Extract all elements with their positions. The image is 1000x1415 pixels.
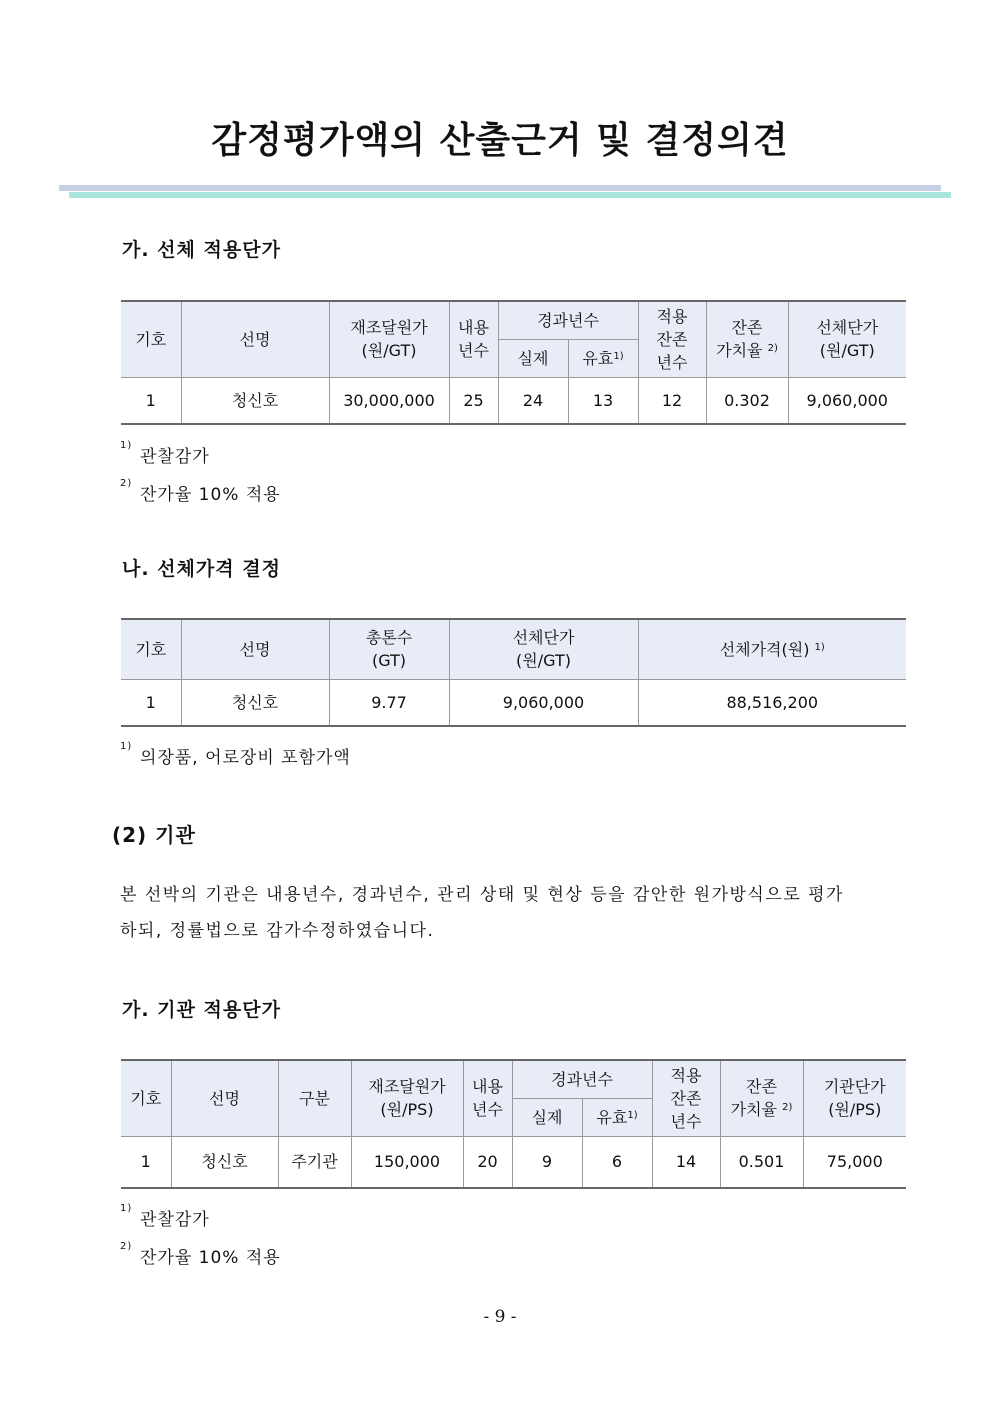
header-ship-name: 선명 xyxy=(171,1060,278,1136)
section-hull-unit-price-heading: 가. 선체 적용단가 xyxy=(122,239,281,261)
cell-ship-name: 청신호 xyxy=(181,377,329,424)
header-hull-unit-price: 선체단가 (원/GT) xyxy=(449,619,638,679)
header-residual-rate: 잔존 가치율 $^{2)}$ xyxy=(706,301,788,377)
cell-no: 1 xyxy=(121,377,181,424)
cell-useful-life: 20 xyxy=(463,1136,512,1188)
header-hull-unit-price: 선체단가 (원/GT) xyxy=(788,301,906,377)
header-no: 기호 xyxy=(121,301,181,377)
title-underline-band xyxy=(59,185,941,191)
header-remaining-years: 적용 잔존 년수 xyxy=(652,1060,720,1136)
cell-category: 주기관 xyxy=(278,1136,351,1188)
cell-ship-name: 청신호 xyxy=(171,1136,278,1188)
cell-hull-price: 88,516,200 xyxy=(638,679,906,726)
footnote-1: $^{1)}$관찰감가 xyxy=(120,440,210,467)
footnote-2: $^{2)}$잔가율 10% 적용 xyxy=(120,1241,281,1268)
header-ship-name: 선명 xyxy=(181,619,329,679)
header-hull-price: 선체가격(원) $^{1)}$ xyxy=(638,619,906,679)
section-engine-heading: (2) 기관 xyxy=(112,823,196,847)
footnote-1: $^{1)}$의장품, 어로장비 포함가액 xyxy=(120,741,351,768)
footnote-1: $^{1)}$관찰감가 xyxy=(120,1203,210,1230)
header-gross-tonnage: 총톤수 (GT) xyxy=(329,619,449,679)
cell-engine-unit-price: 75,000 xyxy=(803,1136,906,1188)
cell-hull-unit-price: 9,060,000 xyxy=(788,377,906,424)
hull-price-table xyxy=(121,618,906,727)
section-engine-unit-price-heading: 가. 기관 적용단가 xyxy=(122,999,281,1021)
title-underline-band-accent xyxy=(69,192,951,198)
header-replacement-cost: 재조달원가 (원/PS) xyxy=(351,1060,463,1136)
cell-residual-rate: 0.501 xyxy=(720,1136,803,1188)
cell-remaining-years: 12 xyxy=(638,377,706,424)
table-row xyxy=(121,679,906,726)
header-actual: 실제 xyxy=(498,339,568,377)
table-row xyxy=(121,377,906,424)
header-replacement-cost: 재조달원가 (원/GT) xyxy=(329,301,449,377)
header-effective: 유효$^{1)}$ xyxy=(568,339,638,377)
header-engine-unit-price: 기관단가 (원/PS) xyxy=(803,1060,906,1136)
cell-hull-unit-price: 9,060,000 xyxy=(449,679,638,726)
cell-effective: 13 xyxy=(568,377,638,424)
cell-replacement-cost: 30,000,000 xyxy=(329,377,449,424)
cell-no: 1 xyxy=(121,679,181,726)
header-remaining-years: 적용 잔존 년수 xyxy=(638,301,706,377)
table-row xyxy=(121,1136,906,1188)
cell-no: 1 xyxy=(121,1136,171,1188)
page-title: 감정평가액의 산출근거 및 결정의견 xyxy=(211,120,789,161)
cell-residual-rate: 0.302 xyxy=(706,377,788,424)
engine-paragraph-line-1: 본 선박의 기관은 내용년수, 경과년수, 관리 상태 및 현상 등을 감안한 원가방식으로 평가 xyxy=(120,885,844,905)
header-elapsed-years: 경과년수 xyxy=(498,301,638,339)
header-ship-name: 선명 xyxy=(181,301,329,377)
header-useful-life: 내용 년수 xyxy=(449,301,498,377)
cell-remaining-years: 14 xyxy=(652,1136,720,1188)
cell-ship-name: 청신호 xyxy=(181,679,329,726)
page-number: - 9 - xyxy=(483,1307,517,1327)
cell-effective: 6 xyxy=(582,1136,652,1188)
cell-useful-life: 25 xyxy=(449,377,498,424)
header-no: 기호 xyxy=(121,619,181,679)
cell-actual: 24 xyxy=(498,377,568,424)
hull-unit-price-table xyxy=(121,300,906,425)
header-elapsed-years: 경과년수 xyxy=(512,1060,652,1098)
section-hull-price-heading: 나. 선체가격 결정 xyxy=(122,558,281,580)
footnote-2: $^{2)}$잔가율 10% 적용 xyxy=(120,478,281,505)
header-actual: 실제 xyxy=(512,1098,582,1136)
cell-gross-tonnage: 9.77 xyxy=(329,679,449,726)
header-no: 기호 xyxy=(121,1060,171,1136)
header-effective: 유효$^{1)}$ xyxy=(582,1098,652,1136)
cell-replacement-cost: 150,000 xyxy=(351,1136,463,1188)
cell-actual: 9 xyxy=(512,1136,582,1188)
header-category: 구분 xyxy=(278,1060,351,1136)
header-useful-life: 내용 년수 xyxy=(463,1060,512,1136)
engine-paragraph-line-2: 하되, 정률법으로 감가수정하였습니다. xyxy=(120,921,435,941)
engine-unit-price-table xyxy=(121,1059,906,1189)
header-residual-rate: 잔존 가치율 $^{2)}$ xyxy=(720,1060,803,1136)
